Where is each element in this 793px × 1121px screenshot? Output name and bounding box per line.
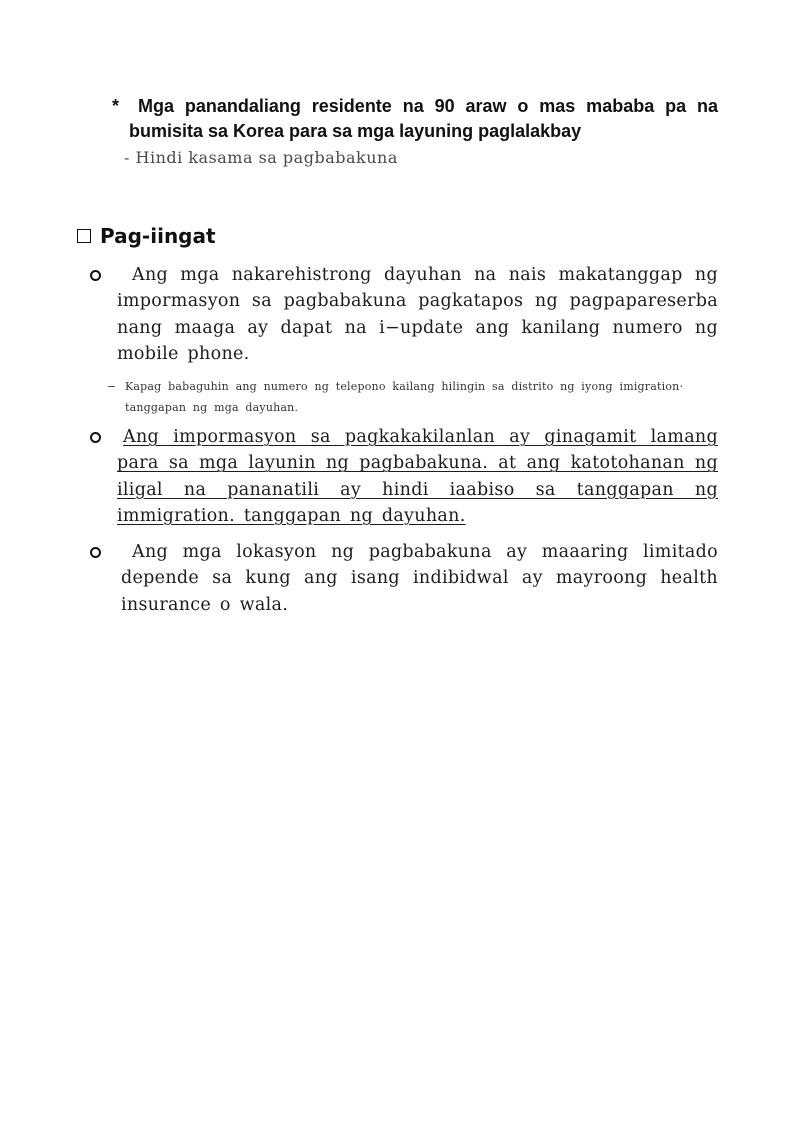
section-heading xyxy=(77,224,216,248)
note-subtext: - Hindi kasama sa pagbabakuna xyxy=(124,148,398,167)
phone-change-note xyxy=(107,376,719,418)
short-term-resident-note xyxy=(112,94,718,170)
list-item-text: Ang mga lokasyon ng pagbabakuna ay maaaring limitado depende sa kung ang isang indibidwal ay mayroong health insurance o wala. xyxy=(121,542,718,615)
list-item xyxy=(88,539,718,618)
note-line-1 xyxy=(112,94,718,119)
list-item-text: Ang mga nakarehistrong dayuhan na nais makatanggap ng impormasyon sa pagbabakuna pagkatapos ng pagpapareserba nang maaga ay dapat na i−update ang kanilang numero ng mobile phone. xyxy=(117,265,718,364)
circle-bullet-icon xyxy=(90,432,101,443)
circle-bullet-icon xyxy=(90,547,101,558)
square-bullet-icon xyxy=(77,229,91,243)
list-item-text: Ang impormasyon sa pagkakakilanlan ay ginagamit lamang para sa mga layunin ng pagbabakuna. at ang katotohanan ng iligal na pananatili ay hindi iaabiso sa tanggapan ng immigration. tanggapan ng dayuhan. xyxy=(117,427,718,526)
dash-bullet: − xyxy=(107,380,117,393)
list-item xyxy=(88,424,718,529)
circle-bullet-icon xyxy=(90,270,101,281)
section-title: Pag-iingat xyxy=(100,224,216,248)
phone-change-note-line-1: Kapag babaguhin ang numero ng telepono kailang hilingin sa distrito ng iyong imigration· xyxy=(125,380,684,393)
note-line-2: bumisita sa Korea para sa mga layuning paglalakbay xyxy=(129,121,582,141)
list-item xyxy=(88,262,718,367)
note-text-1: Mga panandaliang residente na 90 araw o mas mababa pa na xyxy=(138,96,718,116)
phone-change-note-line-2: tanggapan ng mga dayuhan. xyxy=(125,401,299,414)
asterisk-bullet: * xyxy=(112,96,120,116)
